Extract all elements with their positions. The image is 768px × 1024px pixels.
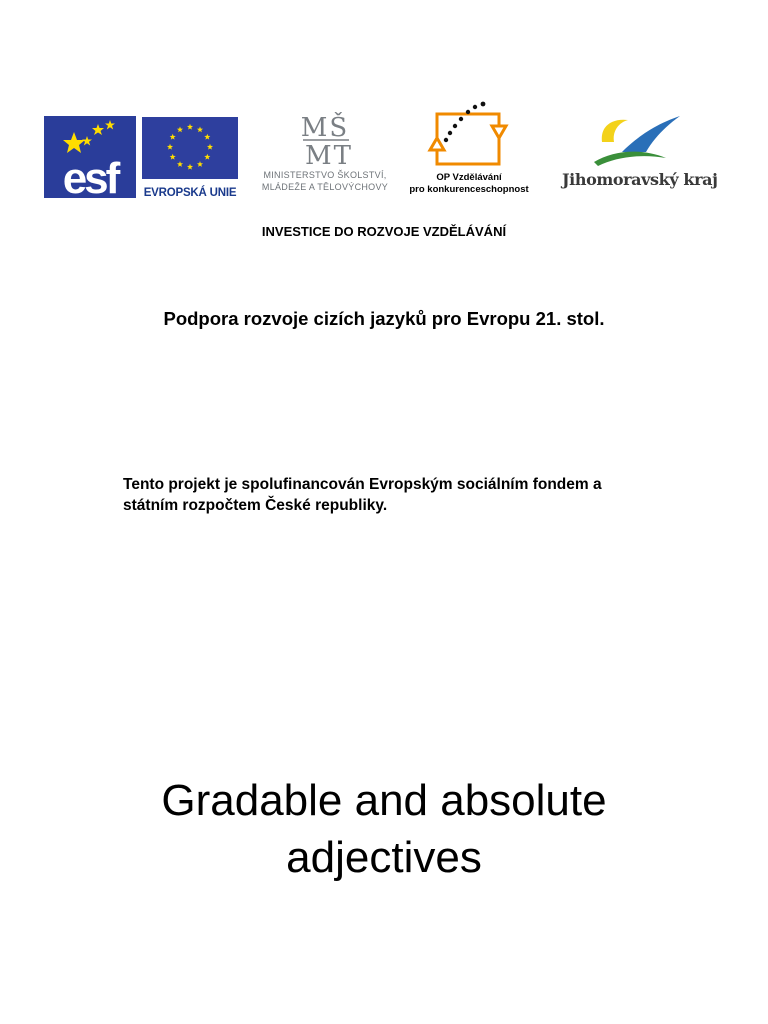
msmt-line1: MINISTERSTVO ŠKOLSTVÍ,: [263, 170, 387, 180]
svg-text:MŠ: MŠ: [300, 113, 350, 143]
funding-line-2: státním rozpočtem České republiky.: [123, 497, 388, 514]
funding-note: [123, 474, 683, 516]
funding-line-1: Tento projekt je spolufinancován Evropským sociálním fondem a: [123, 476, 602, 493]
esf-logo: [44, 116, 136, 198]
esf-logo-graphic: [44, 116, 136, 198]
msmt-monogram-icon: [245, 112, 405, 168]
investice-heading: INVESTICE DO ROZVOJE VZDĚLÁVÁNÍ: [261, 224, 507, 239]
op-line2: pro konkurenceschopnost: [409, 184, 529, 195]
msmt-logo: [245, 112, 405, 196]
op-line1: OP Vzdělávání: [436, 172, 502, 183]
document-title: [0, 772, 768, 886]
podpora-heading: Podpora rozvoje cizích jazyků pro Evropu 21. stol.: [163, 308, 605, 329]
msmt-line2: MLÁDEŽE A TĚLOVÝCHOVY: [261, 182, 389, 192]
eu-label: EVROPSKÁ UNIE: [143, 187, 237, 199]
esf-wordmark: esf: [62, 154, 118, 198]
logo-strip: [44, 100, 716, 200]
jmk-emblem-icon: [562, 112, 716, 170]
title-line-1: Gradable and absolute: [161, 776, 607, 825]
op-logo: [404, 100, 534, 200]
eu-logo: [142, 117, 238, 199]
eu-flag-icon: [142, 117, 238, 179]
title-line-2: adjectives: [286, 833, 482, 882]
op-arrows-icon: [404, 100, 534, 172]
jmk-logo: [562, 112, 716, 200]
svg-text:MT: MT: [305, 141, 353, 168]
jmk-label: Jihomoravský kraj: [562, 170, 718, 189]
